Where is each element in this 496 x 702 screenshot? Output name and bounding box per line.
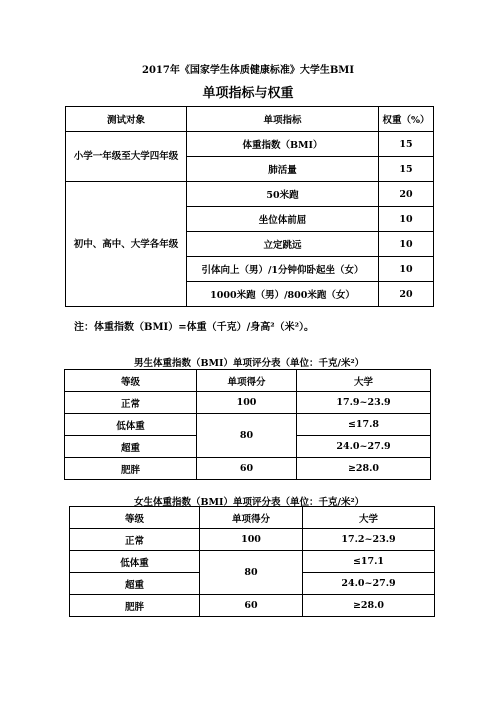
score-cell: 100 bbox=[200, 529, 303, 551]
level-cell: 低体重 bbox=[70, 551, 200, 573]
table-row bbox=[66, 132, 434, 157]
header-university: 大学 bbox=[297, 370, 431, 392]
table-header-row bbox=[70, 507, 435, 529]
score-cell: 100 bbox=[197, 392, 297, 414]
header-score: 单项得分 bbox=[197, 370, 297, 392]
score-cell: 60 bbox=[197, 458, 297, 480]
indicator-cell: 肺活量 bbox=[187, 157, 379, 182]
table-row bbox=[65, 458, 431, 480]
weight-cell: 10 bbox=[379, 257, 434, 282]
level-cell: 肥胖 bbox=[65, 458, 197, 480]
weight-cell: 10 bbox=[379, 207, 434, 232]
weight-cell: 20 bbox=[379, 182, 434, 207]
score-cell: 80 bbox=[197, 414, 297, 458]
range-cell: 24.0~27.9 bbox=[303, 573, 435, 595]
group-label-1: 小学一年级至大学四年级 bbox=[66, 132, 187, 182]
table-header-row bbox=[66, 107, 434, 132]
header-university: 大学 bbox=[303, 507, 435, 529]
weight-cell: 20 bbox=[379, 282, 434, 307]
level-cell: 肥胖 bbox=[70, 595, 200, 617]
indicator-cell: 50米跑 bbox=[187, 182, 379, 207]
table-header-row bbox=[65, 370, 431, 392]
table-row bbox=[70, 551, 435, 573]
range-cell: ≤17.1 bbox=[303, 551, 435, 573]
range-cell: 17.2~23.9 bbox=[303, 529, 435, 551]
level-cell: 低体重 bbox=[65, 414, 197, 436]
indicator-cell: 体重指数（BMI） bbox=[187, 132, 379, 157]
male-bmi-table bbox=[64, 369, 431, 480]
indicator-cell: 引体向上（男）/1分钟仰卧起坐（女） bbox=[187, 257, 379, 282]
group-label-2: 初中、高中、大学各年级 bbox=[66, 182, 187, 307]
table-row bbox=[66, 182, 434, 207]
table-row bbox=[65, 392, 431, 414]
indicator-cell: 坐位体前屈 bbox=[187, 207, 379, 232]
level-cell: 正常 bbox=[70, 529, 200, 551]
range-cell: 17.9~23.9 bbox=[297, 392, 431, 414]
weight-cell: 15 bbox=[379, 132, 434, 157]
score-cell: 80 bbox=[200, 551, 303, 595]
level-cell: 超重 bbox=[70, 573, 200, 595]
range-cell: ≥28.0 bbox=[297, 458, 431, 480]
header-score: 单项得分 bbox=[200, 507, 303, 529]
level-cell: 正常 bbox=[65, 392, 197, 414]
score-cell: 60 bbox=[200, 595, 303, 617]
header-weight: 权重（%） bbox=[379, 107, 434, 132]
bmi-formula-note: 注：体重指数（BMI）=体重（千克）/身高²（米²）。 bbox=[74, 322, 314, 333]
range-cell: ≥28.0 bbox=[303, 595, 435, 617]
weights-table bbox=[65, 106, 434, 307]
male-table-caption: 男生体重指数（BMI）单项评分表（单位：千克/米²） bbox=[134, 358, 365, 369]
weight-cell: 10 bbox=[379, 232, 434, 257]
female-bmi-table bbox=[69, 506, 435, 617]
document-subtitle: 单项指标与权重 bbox=[202, 86, 294, 101]
header-test-subject: 测试对象 bbox=[66, 107, 187, 132]
level-cell: 超重 bbox=[65, 436, 197, 458]
indicator-cell: 立定跳远 bbox=[187, 232, 379, 257]
weight-cell: 15 bbox=[379, 157, 434, 182]
header-level: 等级 bbox=[65, 370, 197, 392]
indicator-cell: 1000米跑（男）/800米跑（女） bbox=[187, 282, 379, 307]
table-row bbox=[70, 595, 435, 617]
table-row bbox=[65, 414, 431, 436]
document-title: 2017年《国家学生体质健康标准》大学生BMI bbox=[141, 65, 355, 76]
header-level: 等级 bbox=[70, 507, 200, 529]
range-cell: 24.0~27.9 bbox=[297, 436, 431, 458]
female-table-caption: 女生体重指数（BMI）单项评分表（单位：千克/米²） bbox=[134, 497, 365, 508]
table-row bbox=[70, 529, 435, 551]
range-cell: ≤17.8 bbox=[297, 414, 431, 436]
header-indicator: 单项指标 bbox=[187, 107, 379, 132]
